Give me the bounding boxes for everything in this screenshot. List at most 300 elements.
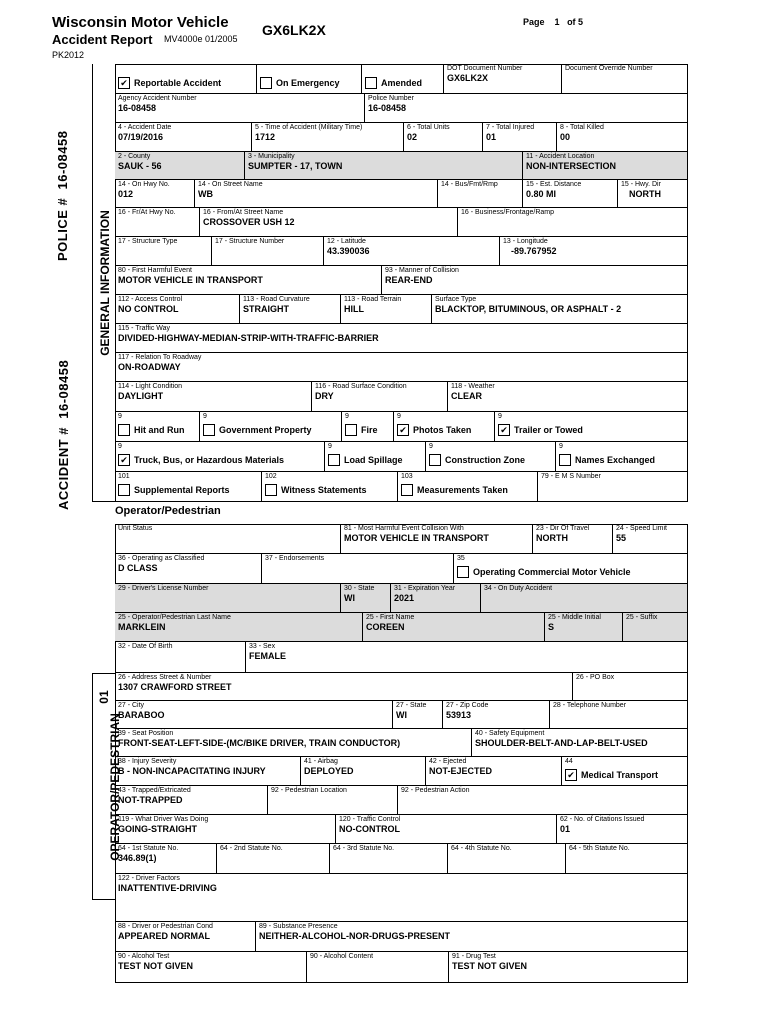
photos-checkbox[interactable]: ✔ — [397, 424, 409, 436]
ped-act-label: 92 - Pedestrian Action — [401, 787, 470, 794]
general-information-label: GENERAL INFORMATION — [98, 210, 112, 356]
form-subtitle: Accident Report — [52, 32, 153, 47]
curv-cell — [240, 295, 341, 324]
class-value: D CLASS — [118, 563, 158, 573]
phone-label: 28 - Telephone Number — [553, 702, 627, 709]
fire-label: Fire — [361, 424, 378, 435]
class-label: 36 - Operating as Classified — [118, 555, 205, 562]
ped-loc-cell — [268, 786, 398, 815]
long-cell — [500, 237, 688, 266]
struct-type-label: 17 - Structure Type — [118, 238, 178, 245]
first-name-value: COREEN — [366, 622, 405, 632]
most-harm-value: MOTOR VEHICLE IN TRANSPORT — [344, 533, 489, 543]
business-label: 16 - Business/Frontage/Ramp — [461, 209, 554, 216]
cond-cell — [115, 922, 256, 952]
item-9-label: 9 — [118, 413, 122, 420]
gov-prop-checkbox[interactable] — [203, 424, 215, 436]
manner-label: 93 - Manner of Collision — [385, 267, 459, 274]
alcohol-test-label: 90 - Alcohol Test — [118, 953, 170, 960]
sex-label: 33 - Sex — [249, 643, 276, 650]
ems-cell — [538, 472, 688, 502]
constr-cell[interactable] — [426, 442, 556, 472]
on-duty-label: 34 - On Duty Accident — [484, 585, 553, 592]
medical-cell[interactable] — [562, 757, 688, 786]
item-9-label: 9 — [203, 413, 207, 420]
dot-doc-label: DOT Document Number — [447, 65, 523, 72]
witness-label: Witness Statements — [281, 484, 367, 495]
muni-cell — [245, 152, 523, 180]
form-id: MV4000e 01/2005 — [164, 34, 238, 44]
load-spill-cell[interactable] — [325, 442, 426, 472]
trailer-label: Trailer or Towed — [514, 424, 583, 435]
ped-act-cell — [398, 786, 688, 815]
units-label: 6 - Total Units — [407, 124, 450, 131]
killed-value: 00 — [560, 132, 571, 142]
hwy-dir-value: NORTH — [629, 189, 661, 199]
statute-1-cell — [115, 844, 217, 874]
police-label: Police Number — [368, 95, 414, 102]
amended-cell[interactable] — [362, 64, 444, 94]
citations-value: 01 — [560, 824, 571, 834]
killed-label: 8 - Total Killed — [560, 124, 604, 131]
doc-override-label: Document Override Number — [565, 65, 653, 72]
suffix-cell — [623, 613, 688, 642]
address-label: 26 - Address Street & Number — [118, 674, 212, 681]
est-dist-cell — [523, 180, 618, 208]
safety-cell — [472, 729, 688, 757]
acc-date-label: 4 - Accident Date — [118, 124, 172, 131]
accident-number-side — [56, 359, 72, 510]
acc-loc-value: NON-INTERSECTION — [526, 161, 616, 171]
units-cell — [404, 123, 483, 152]
state-cell — [341, 584, 391, 613]
address-value: 1307 CRAWFORD STREET — [118, 682, 232, 692]
trailer-checkbox[interactable]: ✔ — [498, 424, 510, 436]
amended-label: Amended — [381, 77, 423, 88]
medical-checkbox[interactable]: ✔ — [565, 769, 577, 781]
state-label: 30 - State — [344, 585, 375, 592]
time-label: 5 - Time of Accident (Military Time) — [255, 124, 363, 131]
middle-cell — [545, 613, 623, 642]
factors-value: INATTENTIVE-DRIVING — [118, 883, 217, 893]
gov-prop-label: Government Property — [219, 424, 312, 435]
lat-cell — [324, 237, 500, 266]
hwy-no-value: 012 — [118, 189, 134, 199]
dir-cell — [533, 524, 613, 554]
names-label: Names Exchanged — [575, 454, 656, 465]
item-9-label: 9 — [498, 413, 502, 420]
constr-label: Construction Zone — [445, 454, 525, 465]
ejected-cell — [426, 757, 562, 786]
statute-4-cell — [448, 844, 566, 874]
item-9-label: 9 — [328, 443, 332, 450]
alcohol-test-cell — [115, 952, 307, 983]
suffix-label: 25 - Suffix — [626, 614, 658, 621]
constr-checkbox[interactable] — [429, 454, 441, 466]
doc-code: GX6LK2X — [262, 22, 326, 38]
factors-label: 122 - Driver Factors — [118, 875, 180, 882]
road-surf-cell — [312, 382, 448, 412]
exp-cell — [391, 584, 481, 613]
airbag-cell — [301, 757, 426, 786]
injury-label: 38 - Injury Severity — [118, 758, 177, 765]
traffic-control-value: NO-CONTROL — [339, 824, 400, 834]
acc-loc-cell — [523, 152, 688, 180]
time-value: 1712 — [255, 132, 276, 142]
agency-value: 16-08458 — [118, 103, 157, 113]
alcohol-content-cell — [307, 952, 449, 983]
fr-street-value: CROSSOVER USH 12 — [203, 217, 295, 227]
bus-label: 14 - Bus/Fmt/Rmp — [441, 181, 498, 188]
item-9-label: 9 — [429, 443, 433, 450]
dot-doc-cell — [444, 64, 562, 94]
fire-checkbox[interactable] — [345, 424, 357, 436]
traffic-way-label: 115 - Traffic Way — [118, 325, 170, 332]
lat-label: 12 - Latitude — [327, 238, 366, 245]
sex-value: FEMALE — [249, 651, 286, 661]
address-cell — [115, 673, 573, 701]
dir-label: 23 - Dir Of Travel — [536, 525, 590, 532]
acc-date-value: 07/19/2016 — [118, 132, 164, 142]
most-harm-label: 81 - Most Harmful Event Collision With — [344, 525, 464, 532]
hwy-dir-label: 15 - Hwy. Dir — [621, 181, 661, 188]
names-checkbox[interactable] — [559, 454, 571, 466]
city-value: BARABOO — [118, 710, 165, 720]
seat-value: FRONT-SEAT-LEFT-SIDE-(MC/BIKE DRIVER, TRAIN CONDUCTOR) — [118, 738, 401, 748]
emergency-cell[interactable] — [257, 64, 362, 94]
fr-hwy-cell — [115, 208, 200, 237]
load-spill-label: Load Spillage — [344, 454, 403, 465]
street-label: 14 - On Street Name — [198, 181, 263, 188]
light-cell — [115, 382, 312, 412]
witness-checkbox[interactable] — [265, 484, 277, 496]
harm-cell — [115, 266, 382, 295]
surface-cell — [432, 295, 688, 324]
struct-num-cell — [212, 237, 324, 266]
amended-checkbox[interactable] — [365, 77, 377, 89]
doing-cell — [115, 815, 336, 844]
operator-side-frame — [92, 673, 115, 900]
middle-label: 25 - Middle Initial — [548, 614, 601, 621]
police-side-value: 16-08458 — [55, 130, 70, 190]
factors-cell — [115, 874, 688, 922]
load-spill-checkbox[interactable] — [328, 454, 340, 466]
hwy-dir-cell — [618, 180, 688, 208]
accident-side-value: 16-08458 — [56, 359, 71, 419]
substance-cell — [256, 922, 688, 952]
page-total: of 5 — [567, 17, 584, 27]
reportable-label: Reportable Accident — [134, 77, 222, 88]
last-name-cell — [115, 613, 363, 642]
relation-cell — [115, 353, 688, 382]
access-cell — [115, 295, 240, 324]
safety-label: 40 - Safety Equipment — [475, 730, 545, 737]
weather-value: CLEAR — [451, 391, 482, 401]
endorse-label: 37 - Endorsements — [265, 555, 325, 562]
drug-test-value: TEST NOT GIVEN — [452, 961, 528, 971]
citations-cell — [557, 815, 688, 844]
dot-doc-value: GX6LK2X — [447, 73, 489, 83]
time-cell — [252, 123, 404, 152]
traffic-control-label: 120 - Traffic Control — [339, 816, 401, 823]
light-value: DAYLIGHT — [118, 391, 164, 401]
bus-cell — [438, 180, 523, 208]
measure-cell[interactable] — [398, 472, 538, 502]
traffic-way-cell — [115, 324, 688, 353]
photos-cell[interactable] — [394, 412, 495, 442]
most-harm-cell — [341, 524, 533, 554]
ejected-value: NOT-EJECTED — [429, 766, 493, 776]
traffic-control-cell — [336, 815, 557, 844]
county-label: 2 - County — [118, 153, 151, 160]
substance-label: 89 - Substance Presence — [259, 923, 338, 930]
pobox-cell — [573, 673, 688, 701]
state-value: WI — [344, 593, 355, 603]
speed-label: 24 - Speed Limit — [616, 525, 667, 532]
statute-3-cell — [330, 844, 448, 874]
item-101-label: 101 — [118, 473, 130, 480]
supp-cell[interactable] — [115, 472, 262, 502]
doc-override-cell — [562, 64, 688, 94]
trailer-cell[interactable] — [495, 412, 688, 442]
license-cell — [115, 584, 341, 613]
substance-value: NEITHER-ALCOHOL-NOR-DRUGS-PRESENT — [259, 931, 450, 941]
gov-prop-cell[interactable] — [200, 412, 342, 442]
city-label: 27 - City — [118, 702, 145, 709]
curv-value: STRAIGHT — [243, 304, 289, 314]
addr-state-value: WI — [396, 710, 407, 720]
commercial-checkbox[interactable] — [457, 566, 469, 578]
zip-label: 27 - Zip Code — [446, 702, 489, 709]
county-cell — [115, 152, 245, 180]
manner-value: REAR-END — [385, 275, 433, 285]
form-title: Wisconsin Motor Vehicle — [52, 14, 229, 31]
access-label: 112 - Access Control — [118, 296, 183, 303]
statute-5-cell — [566, 844, 688, 874]
ped-loc-label: 92 - Pedestrian Location — [271, 787, 347, 794]
ejected-label: 42 - Ejected — [429, 758, 467, 765]
hit-run-cell[interactable] — [115, 412, 200, 442]
truck-checkbox[interactable]: ✔ — [118, 454, 130, 466]
struct-type-cell — [115, 237, 212, 266]
doing-value: GOING-STRAIGHT — [118, 824, 197, 834]
page-number: 1 — [554, 17, 560, 27]
addr-state-cell — [393, 701, 443, 729]
last-name-label: 25 - Operator/Pedestrian Last Name — [118, 614, 231, 621]
zip-value: 53913 — [446, 710, 472, 720]
harm-value: MOTOR VEHICLE IN TRANSPORT — [118, 275, 263, 285]
relation-label: 117 - Relation To Roadway — [118, 354, 202, 361]
injury-value: B - NON-INCAPACITATING INJURY — [118, 766, 266, 776]
est-dist-value: 0.80 MI — [526, 189, 557, 199]
statute-3-label: 64 - 3rd Statute No. — [333, 845, 395, 852]
drug-test-cell — [449, 952, 688, 983]
surface-value: BLACKTOP, BITUMINOUS, OR ASPHALT - 2 — [435, 304, 622, 314]
sex-cell — [246, 642, 688, 673]
statute-4-label: 64 - 4th Statute No. — [451, 845, 512, 852]
trapped-value: NOT-TRAPPED — [118, 795, 183, 805]
muni-label: 3 - Municipality — [248, 153, 295, 160]
surface-label: Surface Type — [435, 296, 477, 303]
trapped-cell — [115, 786, 268, 815]
fire-cell[interactable] — [342, 412, 394, 442]
police-number-side — [55, 130, 71, 261]
injured-label: 7 - Total Injured — [486, 124, 535, 131]
acc-loc-label: 11 - Accident Location — [526, 153, 595, 160]
cond-label: 88 - Driver or Pedestrian Cond — [118, 923, 213, 930]
terrain-value: HILL — [344, 304, 364, 314]
fr-street-label: 16 - From/At Street Name — [203, 209, 284, 216]
seat-cell — [115, 729, 472, 757]
emergency-label: On Emergency — [276, 77, 340, 88]
supp-checkbox[interactable] — [118, 484, 130, 496]
long-label: 13 - Longitude — [503, 238, 548, 245]
medical-label: Medical Transport — [581, 769, 659, 780]
speed-cell — [613, 524, 688, 554]
alcohol-content-label: 90 - Alcohol Content — [310, 953, 374, 960]
dob-label: 32 - Date Of Birth — [118, 643, 173, 650]
city-cell — [115, 701, 393, 729]
page-indicator — [523, 17, 583, 27]
manner-cell — [382, 266, 688, 295]
street-cell — [195, 180, 438, 208]
dob-cell — [115, 642, 246, 673]
weather-cell — [448, 382, 688, 412]
acc-date-cell — [115, 123, 252, 152]
unit-status-label: Unit Status — [118, 525, 153, 532]
reportable-cell[interactable] — [115, 64, 257, 94]
long-value: -89.767952 — [511, 246, 557, 256]
police-side-label: POLICE # — [55, 197, 70, 261]
hit-run-checkbox[interactable] — [118, 424, 130, 436]
ems-label: 79 - E M S Number — [541, 473, 601, 480]
harm-label: 80 - First Harmful Event — [118, 267, 192, 274]
drug-test-label: 91 - Drug Test — [452, 953, 496, 960]
business-cell — [458, 208, 688, 237]
statute-1-value: 346.89(1) — [118, 853, 157, 863]
relation-value: ON-ROADWAY — [118, 362, 181, 372]
fr-street-cell — [200, 208, 458, 237]
first-name-label: 25 - First Name — [366, 614, 415, 621]
statute-2-cell — [217, 844, 330, 874]
injured-value: 01 — [486, 132, 497, 142]
units-value: 02 — [407, 132, 418, 142]
est-dist-label: 15 - Est. Distance — [526, 181, 582, 188]
item-35-label: 35 — [457, 555, 465, 562]
item-103-label: 103 — [401, 473, 413, 480]
witness-cell[interactable] — [262, 472, 398, 502]
supp-label: Supplemental Reports — [134, 484, 230, 495]
operator-pedestrian-label: OPERATOR/PEDESTRIAN — [108, 713, 122, 861]
accident-side-label: ACCIDENT # — [56, 426, 71, 510]
hwy-no-label: 14 - On Hwy No. — [118, 181, 170, 188]
lat-value: 43.390036 — [327, 246, 370, 256]
measure-checkbox[interactable] — [401, 484, 413, 496]
unit-status-cell — [115, 524, 341, 554]
operator-number: 01 — [97, 690, 111, 704]
item-9-label: 9 — [118, 443, 122, 450]
road-surf-label: 116 - Road Surface Condition — [315, 383, 407, 390]
class-cell — [115, 554, 262, 584]
item-9-label: 9 — [397, 413, 401, 420]
operator-section-title: Operator/Pedestrian — [115, 505, 221, 517]
injured-cell — [483, 123, 557, 152]
license-label: 29 - Driver's License Number — [118, 585, 209, 592]
alcohol-test-value: TEST NOT GIVEN — [118, 961, 194, 971]
endorse-cell — [262, 554, 454, 584]
zip-cell — [443, 701, 550, 729]
pk-code: PK2012 — [52, 50, 85, 60]
access-value: NO CONTROL — [118, 304, 179, 314]
seat-label: 39 - Seat Position — [118, 730, 174, 737]
trapped-label: 43 - Trapped/Extricated — [118, 787, 191, 794]
road-surf-value: DRY — [315, 391, 334, 401]
photos-label: Photos Taken — [413, 424, 472, 435]
commercial-label: Operating Commercial Motor Vehicle — [473, 566, 631, 577]
emergency-checkbox[interactable] — [260, 77, 272, 89]
speed-value: 55 — [616, 533, 627, 543]
weather-label: 118 - Weather — [451, 383, 495, 390]
police-cell — [365, 94, 688, 123]
fr-hwy-label: 16 - Fr/At Hwy No. — [118, 209, 176, 216]
cond-value: APPEARED NORMAL — [118, 931, 211, 941]
hit-run-label: Hit and Run — [134, 424, 185, 435]
addr-state-label: 27 - State — [396, 702, 427, 709]
traffic-way-value: DIVIDED-HIGHWAY-MEDIAN-STRIP-WITH-TRAFFIC-BARRIER — [118, 333, 379, 343]
middle-value: S — [548, 622, 555, 632]
first-name-cell — [363, 613, 545, 642]
agency-label: Agency Accident Number — [118, 95, 197, 102]
struct-num-label: 17 - Structure Number — [215, 238, 285, 245]
on-duty-cell — [481, 584, 688, 613]
item-44-label: 44 — [565, 758, 573, 765]
county-value: SAUK - 56 — [118, 161, 162, 171]
commercial-cell[interactable] — [454, 554, 688, 584]
item-102-label: 102 — [265, 473, 277, 480]
statute-1-label: 64 - 1st Statute No. — [118, 845, 179, 852]
safety-value: SHOULDER-BELT-AND-LAP-BELT-USED — [475, 738, 648, 748]
names-cell[interactable] — [556, 442, 688, 472]
airbag-value: DEPLOYED — [304, 766, 354, 776]
muni-value: SUMPTER - 17, TOWN — [248, 161, 343, 171]
citations-label: 62 - No. of Citations Issued — [560, 816, 645, 823]
truck-cell[interactable] — [115, 442, 325, 472]
terrain-label: 113 - Road Terrain — [344, 296, 402, 303]
doing-label: 119 - What Driver Was Doing — [118, 816, 209, 823]
terrain-cell — [341, 295, 432, 324]
phone-cell — [550, 701, 688, 729]
statute-5-label: 64 - 5th Statute No. — [569, 845, 630, 852]
hwy-no-cell — [115, 180, 195, 208]
last-name-value: MARKLEIN — [118, 622, 166, 632]
police-value: 16-08458 — [368, 103, 407, 113]
curv-label: 113 - Road Curvature — [243, 296, 310, 303]
exp-value: 2021 — [394, 593, 415, 603]
exp-label: 31 - Expiration Year — [394, 585, 456, 592]
airbag-label: 41 - Airbag — [304, 758, 338, 765]
killed-cell — [557, 123, 688, 152]
page-label: Page — [523, 17, 545, 27]
street-value: WB — [198, 189, 213, 199]
light-label: 114 - Light Condition — [118, 383, 183, 390]
truck-label: Truck, Bus, or Hazardous Materials — [134, 454, 285, 465]
dir-value: NORTH — [536, 533, 568, 543]
reportable-checkbox[interactable]: ✔ — [118, 77, 130, 89]
agency-cell — [115, 94, 365, 123]
row-top-line — [115, 64, 688, 65]
pobox-label: 26 - PO Box — [576, 674, 615, 681]
item-9-label: 9 — [559, 443, 563, 450]
